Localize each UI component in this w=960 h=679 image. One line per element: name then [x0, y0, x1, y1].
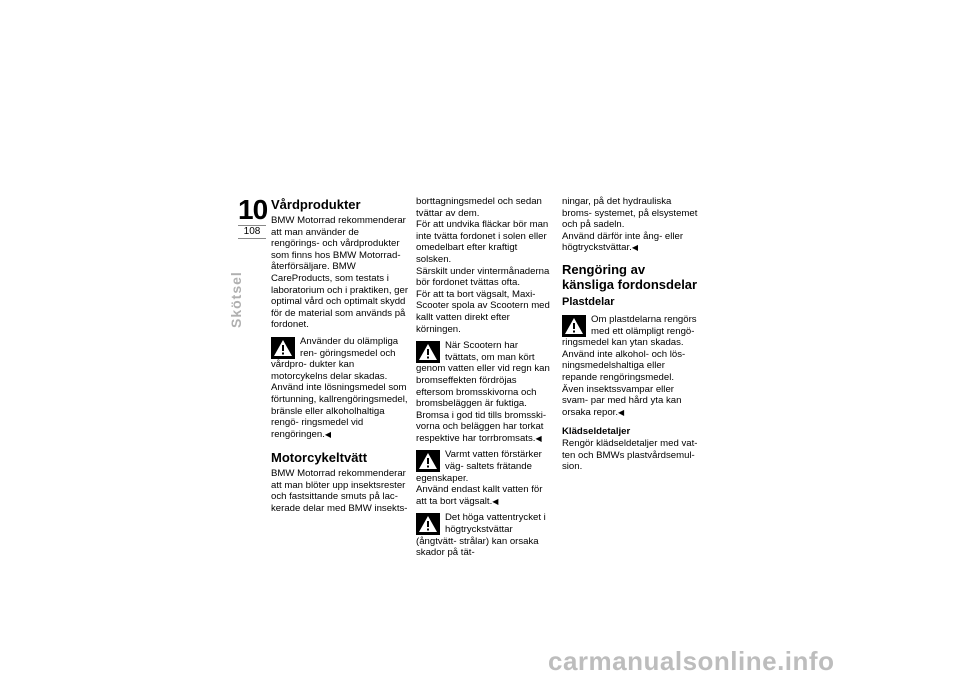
column-2 — [416, 196, 554, 559]
paragraph: Använd därför inte ång- eller högtryckstvättar.◀ — [562, 230, 684, 254]
paragraph: För att undvika fläckar bör man inte tvätta fordonet i solen eller omedelbart efter kraftigt solsken. — [416, 219, 549, 265]
warning-block — [271, 336, 409, 382]
warning-block — [416, 449, 554, 484]
paragraph: BMW Motorrad rekommenderar att man använder de rengörings- och vårdprodukter som finns hos BMW Motorrad-återförsäljare. BMW CareProducts, som testats i laboratorium och i praktiken, ger optimal vård och optimalt skydd för de material som används på fordonet. — [271, 215, 409, 331]
warning-continuation: Även insektssvampar eller svam- par med hård yta kan orsaka repor.◀ — [562, 383, 682, 418]
end-mark: ◀ — [535, 433, 542, 443]
chapter-marker — [238, 196, 266, 239]
section-title-sensitive-parts: Rengöring av känsliga fordonsdelar — [562, 261, 698, 292]
warning-continuation: Använd inte alkohol- och lös- ningsmedelshaltiga eller repande rengöringsmedel. — [562, 348, 686, 383]
paragraph: borttagningsmedel och sedan tvättar av dem. — [416, 196, 542, 219]
chapter-number: 10 — [238, 194, 268, 225]
warning-text: När Scootern har tvättats, om man kört genom vatten eller vid regn kan bromseffekten fördröjas eftersom bromsskivorna och bromsbeläggen är fuktiga. — [416, 340, 550, 410]
warning-triangle-icon — [562, 315, 586, 337]
subsection-title-upholstery: Klädseldetaljer — [562, 426, 631, 438]
end-mark: ◀ — [631, 243, 639, 253]
warning-triangle-icon — [416, 450, 440, 472]
paragraph: För att ta bort vägsalt, Maxi- Scooter spola av Scootern med kallt vatten direkt efter körningen. — [416, 288, 550, 335]
watermark: carmanualsonline.info — [548, 646, 835, 676]
warning-text: Varmt vatten förstärker väg- saltets frätande egenskaper. — [416, 449, 542, 484]
section-title-care-products: Vårdprodukter — [271, 197, 361, 212]
warning-block — [416, 512, 554, 558]
warning-triangle-icon — [416, 513, 440, 535]
chapter-side-label: Skötsel — [228, 271, 244, 328]
paragraph: ningar, på det hydrauliska broms- systemet, på elsystemet och på sadeln. — [562, 196, 698, 231]
paragraph: Rengör klädseldetaljer med vat- ten och BMWs plastvårdsemul- sion. — [562, 437, 698, 473]
warning-block — [416, 340, 554, 410]
paragraph: Särskilt under vintermånaderna bör fordonet tvättas ofta. — [416, 265, 550, 289]
warning-continuation: Använd endast kallt vatten för att ta bort vägsalt.◀ — [416, 484, 543, 507]
warning-triangle-icon — [416, 341, 440, 363]
warning-triangle-icon — [271, 337, 295, 359]
warning-text: Om plastdelarna rengörs med ett olämpligt rengö- ringsmedel kan ytan skadas. — [562, 313, 697, 349]
section-title-motorcycle-wash: Motorcykeltvätt — [271, 450, 368, 466]
end-mark: ◀ — [618, 407, 625, 417]
subsection-title-plastic-parts: Plastdelar — [562, 295, 615, 308]
end-mark: ◀ — [324, 429, 332, 439]
warning-block — [562, 314, 700, 349]
warning-continuation: Bromsa i god tid tills bromsski- vorna och beläggen har torkat respektive har torrbromsats.◀ — [416, 409, 547, 444]
warning-text: Det höga vattentrycket i högtryckstvättar (ångtvätt- strålar) kan orsaka skador på tät- — [416, 512, 546, 559]
paragraph: BMW Motorrad rekommenderar att man blöter upp insektsrester och fastsittande smuts på lac- kerade delar med BMW insekts- — [271, 468, 408, 515]
end-mark: ◀ — [492, 496, 499, 506]
column-1 — [271, 197, 409, 515]
warning-continuation: Använd inte lösningsmedel som förtunning, kallrengöringsmedel, bränsle eller alkoholhaltiga rengö- ringsmedel vid rengöringen.◀ — [271, 382, 408, 440]
column-3 — [562, 196, 700, 473]
warning-text: Använder du olämpliga ren- göringsmedel och vårdpro- dukter kan motorcykelns delar skadas. — [271, 335, 399, 382]
page-number: 108 — [238, 225, 266, 239]
